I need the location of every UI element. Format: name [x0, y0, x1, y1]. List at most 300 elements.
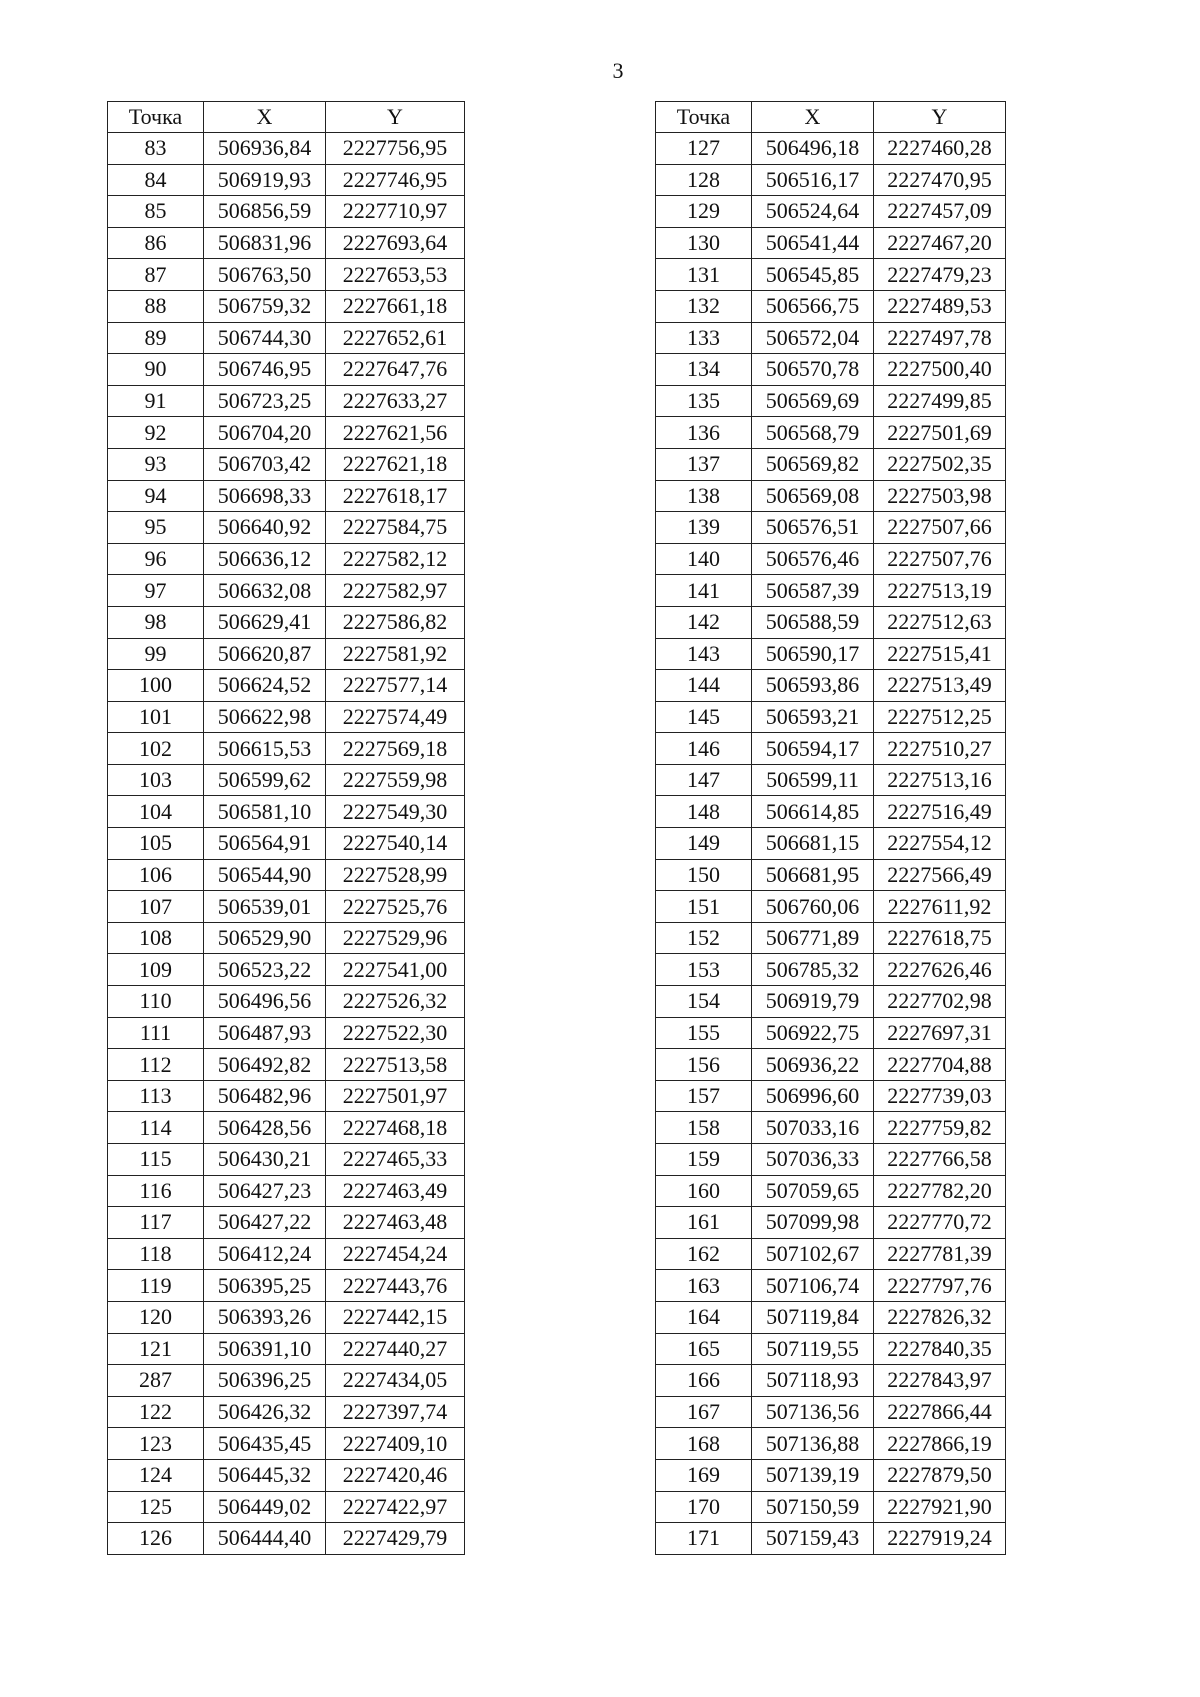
x-cell: 506426,32: [204, 1396, 326, 1428]
y-cell: 2227697,31: [874, 1017, 1006, 1049]
y-cell: 2227626,46: [874, 954, 1006, 986]
x-cell: 507106,74: [752, 1270, 874, 1302]
x-cell: 506590,17: [752, 638, 874, 670]
point-cell: 103: [108, 764, 204, 796]
x-cell: 506523,22: [204, 954, 326, 986]
x-cell: 506629,41: [204, 606, 326, 638]
x-cell: 506524,64: [752, 196, 874, 228]
table-row: [656, 1523, 1006, 1555]
y-cell: 2227503,98: [874, 480, 1006, 512]
x-cell: 507102,67: [752, 1238, 874, 1270]
x-cell: 506569,82: [752, 448, 874, 480]
point-cell: 136: [656, 417, 752, 449]
point-cell: 139: [656, 512, 752, 544]
y-cell: 2227489,53: [874, 290, 1006, 322]
table-row: [656, 828, 1006, 860]
y-cell: 2227457,09: [874, 196, 1006, 228]
point-cell: 118: [108, 1238, 204, 1270]
point-cell: 156: [656, 1049, 752, 1081]
x-cell: 507033,16: [752, 1112, 874, 1144]
point-cell: 126: [108, 1523, 204, 1555]
y-cell: 2227516,49: [874, 796, 1006, 828]
x-cell: 506393,26: [204, 1301, 326, 1333]
x-cell: 506698,33: [204, 480, 326, 512]
x-cell: 506544,90: [204, 859, 326, 891]
x-cell: 506572,04: [752, 322, 874, 354]
table-row: [108, 575, 465, 607]
y-cell: 2227429,79: [326, 1523, 465, 1555]
point-cell: 158: [656, 1112, 752, 1144]
y-cell: 2227797,76: [874, 1270, 1006, 1302]
point-cell: 149: [656, 828, 752, 860]
point-cell: 88: [108, 290, 204, 322]
y-cell: 2227515,41: [874, 638, 1006, 670]
point-cell: 100: [108, 670, 204, 702]
table-row: [656, 796, 1006, 828]
x-cell: 507099,98: [752, 1207, 874, 1239]
point-cell: 155: [656, 1017, 752, 1049]
table-row: [656, 512, 1006, 544]
table-row: [108, 606, 465, 638]
point-cell: 161: [656, 1207, 752, 1239]
y-cell: 2227693,64: [326, 227, 465, 259]
table-row: [108, 638, 465, 670]
table-row: [108, 986, 465, 1018]
point-cell: 106: [108, 859, 204, 891]
y-cell: 2227866,44: [874, 1396, 1006, 1428]
table-row: [108, 670, 465, 702]
x-cell: 506545,85: [752, 259, 874, 291]
x-cell: 507136,56: [752, 1396, 874, 1428]
x-cell: 506496,18: [752, 133, 874, 165]
point-cell: 108: [108, 922, 204, 954]
table-row: [656, 859, 1006, 891]
table-row: [108, 512, 465, 544]
x-cell: 506492,82: [204, 1049, 326, 1081]
header-x: X: [752, 102, 874, 133]
y-cell: 2227581,92: [326, 638, 465, 670]
point-cell: 90: [108, 354, 204, 386]
table-row: [656, 764, 1006, 796]
header-x: X: [204, 102, 326, 133]
point-cell: 129: [656, 196, 752, 228]
table-row: [656, 1207, 1006, 1239]
y-cell: 2227540,14: [326, 828, 465, 860]
table-row: [108, 164, 465, 196]
x-cell: 507119,84: [752, 1301, 874, 1333]
y-cell: 2227704,88: [874, 1049, 1006, 1081]
point-cell: 109: [108, 954, 204, 986]
table-row: [656, 1301, 1006, 1333]
y-cell: 2227826,32: [874, 1301, 1006, 1333]
point-cell: 162: [656, 1238, 752, 1270]
y-cell: 2227782,20: [874, 1175, 1006, 1207]
point-cell: 87: [108, 259, 204, 291]
table-row: [108, 1112, 465, 1144]
point-cell: 91: [108, 385, 204, 417]
y-cell: 2227443,76: [326, 1270, 465, 1302]
y-cell: 2227500,40: [874, 354, 1006, 386]
table-row: [656, 638, 1006, 670]
table-row: [656, 354, 1006, 386]
y-cell: 2227554,12: [874, 828, 1006, 860]
x-cell: 506622,98: [204, 701, 326, 733]
x-cell: 506919,93: [204, 164, 326, 196]
point-cell: 154: [656, 986, 752, 1018]
y-cell: 2227559,98: [326, 764, 465, 796]
table-row: [108, 1207, 465, 1239]
table-row: [108, 448, 465, 480]
point-cell: 166: [656, 1365, 752, 1397]
y-cell: 2227574,49: [326, 701, 465, 733]
table-row: [656, 1175, 1006, 1207]
y-cell: 2227921,90: [874, 1491, 1006, 1523]
table-row: [108, 701, 465, 733]
table-row: [108, 417, 465, 449]
table-row: [656, 385, 1006, 417]
y-cell: 2227513,16: [874, 764, 1006, 796]
page-number: 3: [612, 58, 624, 83]
point-cell: 111: [108, 1017, 204, 1049]
y-cell: 2227549,30: [326, 796, 465, 828]
point-cell: 132: [656, 290, 752, 322]
point-cell: 142: [656, 606, 752, 638]
point-cell: 83: [108, 133, 204, 165]
y-cell: 2227502,35: [874, 448, 1006, 480]
table-row: [656, 1428, 1006, 1460]
point-cell: 151: [656, 891, 752, 923]
y-cell: 2227434,05: [326, 1365, 465, 1397]
y-cell: 2227468,18: [326, 1112, 465, 1144]
table-row: [108, 1301, 465, 1333]
y-cell: 2227397,74: [326, 1396, 465, 1428]
table-row: [108, 196, 465, 228]
x-cell: 506395,25: [204, 1270, 326, 1302]
point-cell: 123: [108, 1428, 204, 1460]
point-cell: 95: [108, 512, 204, 544]
x-cell: 506759,32: [204, 290, 326, 322]
y-cell: 2227746,95: [326, 164, 465, 196]
y-cell: 2227840,35: [874, 1333, 1006, 1365]
table-row: [656, 290, 1006, 322]
point-cell: 143: [656, 638, 752, 670]
table-row: [656, 417, 1006, 449]
y-cell: 2227647,76: [326, 354, 465, 386]
point-cell: 135: [656, 385, 752, 417]
point-cell: 171: [656, 1523, 752, 1555]
point-cell: 117: [108, 1207, 204, 1239]
y-cell: 2227621,56: [326, 417, 465, 449]
x-cell: 507150,59: [752, 1491, 874, 1523]
y-cell: 2227529,96: [326, 922, 465, 954]
y-cell: 2227526,32: [326, 986, 465, 1018]
y-cell: 2227442,15: [326, 1301, 465, 1333]
x-cell: 507139,19: [752, 1459, 874, 1491]
y-cell: 2227525,76: [326, 891, 465, 923]
table-row: [656, 1144, 1006, 1176]
point-cell: 120: [108, 1301, 204, 1333]
point-cell: 131: [656, 259, 752, 291]
point-cell: 133: [656, 322, 752, 354]
x-cell: 506568,79: [752, 417, 874, 449]
table-row: [656, 733, 1006, 765]
table-row: [108, 891, 465, 923]
x-cell: 506640,92: [204, 512, 326, 544]
y-cell: 2227541,00: [326, 954, 465, 986]
x-cell: 506996,60: [752, 1080, 874, 1112]
x-cell: 506430,21: [204, 1144, 326, 1176]
table-row: [108, 1080, 465, 1112]
x-cell: 506566,75: [752, 290, 874, 322]
y-cell: 2227507,66: [874, 512, 1006, 544]
table-row: [108, 227, 465, 259]
point-cell: 92: [108, 417, 204, 449]
y-cell: 2227463,49: [326, 1175, 465, 1207]
y-cell: 2227781,39: [874, 1238, 1006, 1270]
y-cell: 2227467,20: [874, 227, 1006, 259]
point-cell: 146: [656, 733, 752, 765]
x-cell: 506760,06: [752, 891, 874, 923]
y-cell: 2227866,19: [874, 1428, 1006, 1460]
x-cell: 506487,93: [204, 1017, 326, 1049]
x-cell: 506529,90: [204, 922, 326, 954]
table-row: [108, 543, 465, 575]
table-row: [108, 1459, 465, 1491]
x-cell: 506587,39: [752, 575, 874, 607]
x-cell: 506936,22: [752, 1049, 874, 1081]
x-cell: 506681,15: [752, 828, 874, 860]
point-cell: 122: [108, 1396, 204, 1428]
table-row: [656, 227, 1006, 259]
y-cell: 2227501,69: [874, 417, 1006, 449]
point-cell: 85: [108, 196, 204, 228]
point-cell: 153: [656, 954, 752, 986]
table-row: [108, 859, 465, 891]
table-row: [656, 986, 1006, 1018]
table-row: [108, 259, 465, 291]
y-cell: 2227460,28: [874, 133, 1006, 165]
y-cell: 2227756,95: [326, 133, 465, 165]
point-cell: 114: [108, 1112, 204, 1144]
y-cell: 2227582,12: [326, 543, 465, 575]
y-cell: 2227739,03: [874, 1080, 1006, 1112]
x-cell: 506704,20: [204, 417, 326, 449]
table-row: [108, 1333, 465, 1365]
point-cell: 148: [656, 796, 752, 828]
y-cell: 2227633,27: [326, 385, 465, 417]
y-cell: 2227470,95: [874, 164, 1006, 196]
x-cell: 506449,02: [204, 1491, 326, 1523]
point-cell: 89: [108, 322, 204, 354]
y-cell: 2227661,18: [326, 290, 465, 322]
point-cell: 115: [108, 1144, 204, 1176]
y-cell: 2227586,82: [326, 606, 465, 638]
point-cell: 169: [656, 1459, 752, 1491]
table-row: [656, 954, 1006, 986]
y-cell: 2227577,14: [326, 670, 465, 702]
y-cell: 2227522,30: [326, 1017, 465, 1049]
table-row: [656, 701, 1006, 733]
x-cell: 506624,52: [204, 670, 326, 702]
point-cell: 119: [108, 1270, 204, 1302]
y-cell: 2227479,23: [874, 259, 1006, 291]
table-header-row: [108, 102, 465, 133]
y-cell: 2227621,18: [326, 448, 465, 480]
header-y: Y: [874, 102, 1006, 133]
x-cell: 506482,96: [204, 1080, 326, 1112]
y-cell: 2227463,48: [326, 1207, 465, 1239]
x-cell: 506435,45: [204, 1428, 326, 1460]
x-cell: 506681,95: [752, 859, 874, 891]
x-cell: 506428,56: [204, 1112, 326, 1144]
x-cell: 506703,42: [204, 448, 326, 480]
table-row: [108, 1049, 465, 1081]
table-row: [656, 259, 1006, 291]
table-row: [108, 1365, 465, 1397]
y-cell: 2227569,18: [326, 733, 465, 765]
table-row: [656, 480, 1006, 512]
y-cell: 2227759,82: [874, 1112, 1006, 1144]
point-cell: 170: [656, 1491, 752, 1523]
x-cell: 506763,50: [204, 259, 326, 291]
point-cell: 159: [656, 1144, 752, 1176]
y-cell: 2227618,75: [874, 922, 1006, 954]
table-row: [108, 322, 465, 354]
table-row: [108, 1428, 465, 1460]
table-header-row: [656, 102, 1006, 133]
point-cell: 145: [656, 701, 752, 733]
y-cell: 2227497,78: [874, 322, 1006, 354]
y-cell: 2227584,75: [326, 512, 465, 544]
x-cell: 506576,51: [752, 512, 874, 544]
x-cell: 506496,56: [204, 986, 326, 1018]
point-cell: 165: [656, 1333, 752, 1365]
x-cell: 506593,86: [752, 670, 874, 702]
y-cell: 2227465,33: [326, 1144, 465, 1176]
table-row: [656, 133, 1006, 165]
x-cell: 506444,40: [204, 1523, 326, 1555]
table-row: [108, 480, 465, 512]
x-cell: 506785,32: [752, 954, 874, 986]
point-cell: 99: [108, 638, 204, 670]
y-cell: 2227513,19: [874, 575, 1006, 607]
point-cell: 287: [108, 1365, 204, 1397]
point-cell: 144: [656, 670, 752, 702]
x-cell: 506620,87: [204, 638, 326, 670]
table-row: [108, 133, 465, 165]
point-cell: 94: [108, 480, 204, 512]
point-cell: 104: [108, 796, 204, 828]
table-body-right: [656, 133, 1006, 1555]
table-row: [656, 1365, 1006, 1397]
y-cell: 2227843,97: [874, 1365, 1006, 1397]
table-row: [656, 1459, 1006, 1491]
x-cell: 506614,85: [752, 796, 874, 828]
table-row: [108, 354, 465, 386]
point-cell: 163: [656, 1270, 752, 1302]
table-row: [656, 1049, 1006, 1081]
x-cell: 506632,08: [204, 575, 326, 607]
y-cell: 2227770,72: [874, 1207, 1006, 1239]
table-row: [108, 733, 465, 765]
point-cell: 112: [108, 1049, 204, 1081]
y-cell: 2227513,49: [874, 670, 1006, 702]
table-row: [656, 606, 1006, 638]
y-cell: 2227440,27: [326, 1333, 465, 1365]
y-cell: 2227501,97: [326, 1080, 465, 1112]
x-cell: 506599,62: [204, 764, 326, 796]
x-cell: 506427,22: [204, 1207, 326, 1239]
x-cell: 507136,88: [752, 1428, 874, 1460]
point-cell: 105: [108, 828, 204, 860]
point-cell: 164: [656, 1301, 752, 1333]
table-row: [108, 1144, 465, 1176]
point-cell: 157: [656, 1080, 752, 1112]
x-cell: 506581,10: [204, 796, 326, 828]
y-cell: 2227919,24: [874, 1523, 1006, 1555]
x-cell: 507159,43: [752, 1523, 874, 1555]
point-cell: 116: [108, 1175, 204, 1207]
table-body-left: [108, 133, 465, 1555]
x-cell: 506427,23: [204, 1175, 326, 1207]
x-cell: 506569,69: [752, 385, 874, 417]
table-row: [108, 1175, 465, 1207]
point-cell: 128: [656, 164, 752, 196]
point-cell: 84: [108, 164, 204, 196]
point-cell: 110: [108, 986, 204, 1018]
point-cell: 137: [656, 448, 752, 480]
point-cell: 113: [108, 1080, 204, 1112]
table-row: [108, 954, 465, 986]
table-row: [656, 922, 1006, 954]
y-cell: 2227710,97: [326, 196, 465, 228]
x-cell: 506570,78: [752, 354, 874, 386]
x-cell: 506412,24: [204, 1238, 326, 1270]
table-row: [108, 1396, 465, 1428]
x-cell: 506744,30: [204, 322, 326, 354]
y-cell: 2227422,97: [326, 1491, 465, 1523]
table-row: [108, 1270, 465, 1302]
y-cell: 2227611,92: [874, 891, 1006, 923]
x-cell: 507059,65: [752, 1175, 874, 1207]
y-cell: 2227499,85: [874, 385, 1006, 417]
point-cell: 121: [108, 1333, 204, 1365]
table-row: [656, 891, 1006, 923]
point-cell: 160: [656, 1175, 752, 1207]
x-cell: 506445,32: [204, 1459, 326, 1491]
coordinates-table-left: [107, 101, 465, 1555]
table-row: [108, 1238, 465, 1270]
x-cell: 506636,12: [204, 543, 326, 575]
table-row: [656, 670, 1006, 702]
x-cell: 506599,11: [752, 764, 874, 796]
point-cell: 134: [656, 354, 752, 386]
point-cell: 107: [108, 891, 204, 923]
x-cell: 506516,17: [752, 164, 874, 196]
header-point: Точка: [656, 102, 752, 133]
point-cell: 125: [108, 1491, 204, 1523]
table-row: [656, 1017, 1006, 1049]
x-cell: 506593,21: [752, 701, 874, 733]
table-row: [108, 828, 465, 860]
table-row: [656, 1396, 1006, 1428]
table-row: [108, 796, 465, 828]
y-cell: 2227510,27: [874, 733, 1006, 765]
point-cell: 152: [656, 922, 752, 954]
y-cell: 2227512,25: [874, 701, 1006, 733]
table-row: [656, 322, 1006, 354]
table-row: [656, 1238, 1006, 1270]
